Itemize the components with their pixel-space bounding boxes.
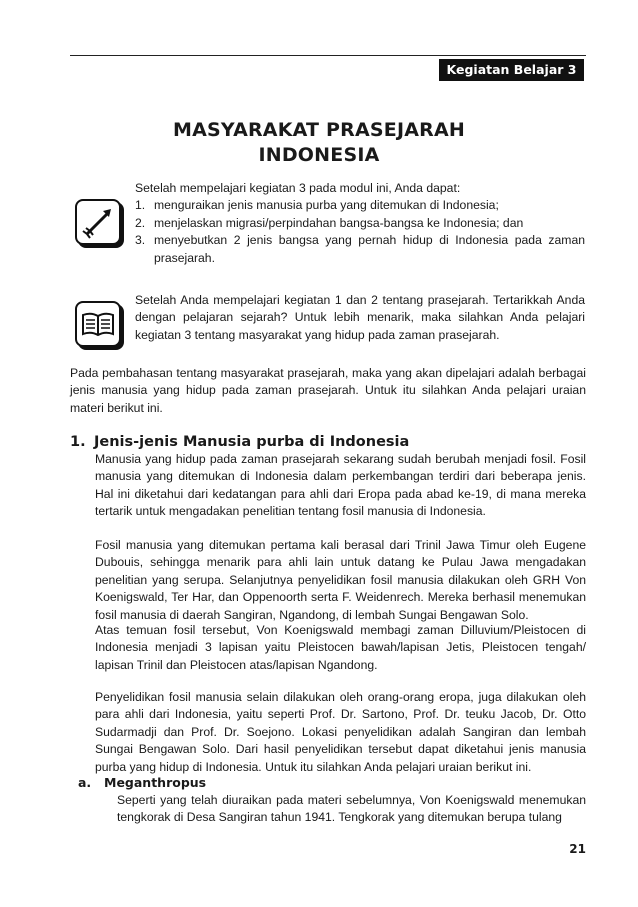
learning-objectives [135,180,585,267]
page-title [0,118,638,168]
objectives-lead: Setelah mempelajari kegiatan 3 pada modul ini, Anda dapat: [135,181,461,195]
page-title-line2: INDONESIA [258,144,380,166]
objective-number: 2. [135,215,146,230]
page-number: 21 [569,842,586,856]
objective-text: menguraikan jenis manusia purba yang ditemukan di Indonesia; [154,198,499,213]
objective-item [135,197,585,214]
page-title-line1: MASYARAKAT PRASEJARAH [173,119,465,141]
objective-number: 3. [135,233,146,248]
section-paragraph: Penyelidikan fosil manusia selain dilakukan oleh orang-orang eropa, juga dilakukan oleh para ahli dari Indonesia, yaitu seperti Prof. Dr. Sartono, Prof. Dr. teuku Jacob, Dr. Otto Sudarmadji dan Prof. Dr. Soejono. Lokasi penyelidikan adalah Sangiran dan lembah Sungai Bengawan Solo. Dari hasil penyelidikan tersebut dapat diketahui jenis manusia purba yang hidup di Indonesia. Untuk itu silahkan Anda pelajari uraian berikut ini. [95,690,586,774]
subsection-number: a. [78,775,92,790]
opening-paragraph: Pada pembahasan tentang masyarakat prasejarah, maka yang akan dipelajari adalah berbagai jenis manusia yang hidup pada zaman prasejarah. Untuk itu silahkan Anda pelajari uraian materi berikut ini. [70,366,586,415]
objective-text: menjelaskan migrasi/perpindahan bangsa-bangsa ke Indonesia; dan [154,215,524,230]
objective-item [135,232,585,267]
section-paragraph: Atas temuan fosil tersebut, Von Koenigswald membagi zaman Dilluvium/Pleistocen di Indonesia menjadi 3 lapisan yaitu Pleistocen bawah/lapisan Jetis, Pleistocen tengah/ lapisan Trinil dan Pleistocen atas/lapisan Ngandong. [95,623,586,672]
section-heading [70,433,586,451]
header-rule [70,55,586,56]
objective-item [135,215,585,232]
objectives-list [135,197,585,267]
section-paragraph: Manusia yang hidup pada zaman prasejarah sekarang sudah berubah menjadi fosil. Fosil manusia yang ditemukan di Indonesia dalam perkembangan terdiri dari beberapa jenis. Hal ini diketahui dari kedatangan para ahli dari Eropa pada abad ke-19, di mana mereka tertarik untuk mengadakan penelitian tentang fosil manusia di Indonesia. [95,452,586,519]
objective-text: menyebutkan 2 jenis bangsa yang pernah hidup di Indonesia pada zaman prasejarah. [154,233,585,265]
arrow-target-icon [75,199,121,245]
section-paragraph: Fosil manusia yang ditemukan pertama kali berasal dari Trinil Jawa Timur oleh Eugene Dubouis, sehingga menarik para ahli lain untuk datang ke Pulau Jawa mengadakan penelitian yang serupa. Selanjutnya penyelidikan fosil manusia dilakukan oleh GRH Von Koenigswald, Ter Har, dan Oppenoorth serta F. Weidenrech. Mereka berhasil menemukan fosil manusia di daerah Sangiran, Ngandong, di lembah Sungai Bengawan Solo. [95,538,586,622]
intro-text: Setelah Anda mempelajari kegiatan 1 dan 2 tentang prasejarah. Tertarikkah Anda dengan pelajaran sejarah? Untuk lebih menarik, maka silahkan Anda pelajari kegiatan 3 tentang masyarakat yang hidup pada zaman prasejarah. [135,293,585,342]
subsection-paragraph: Seperti yang telah diuraikan pada materi sebelumnya, Von Koenigswald menemukan tengkorak di Desa Sangiran tahun 1941. Tengkorak yang ditemukan berupa tulang [117,793,586,825]
subsection-heading [78,774,206,791]
objective-number: 1. [135,198,146,213]
subsection-title: Meganthropus [104,775,207,790]
open-book-icon [75,301,121,347]
section-title: Jenis-jenis Manusia purba di Indonesia [94,434,410,450]
section-number: 1. [70,434,86,450]
activity-badge: Kegiatan Belajar 3 [439,59,584,81]
